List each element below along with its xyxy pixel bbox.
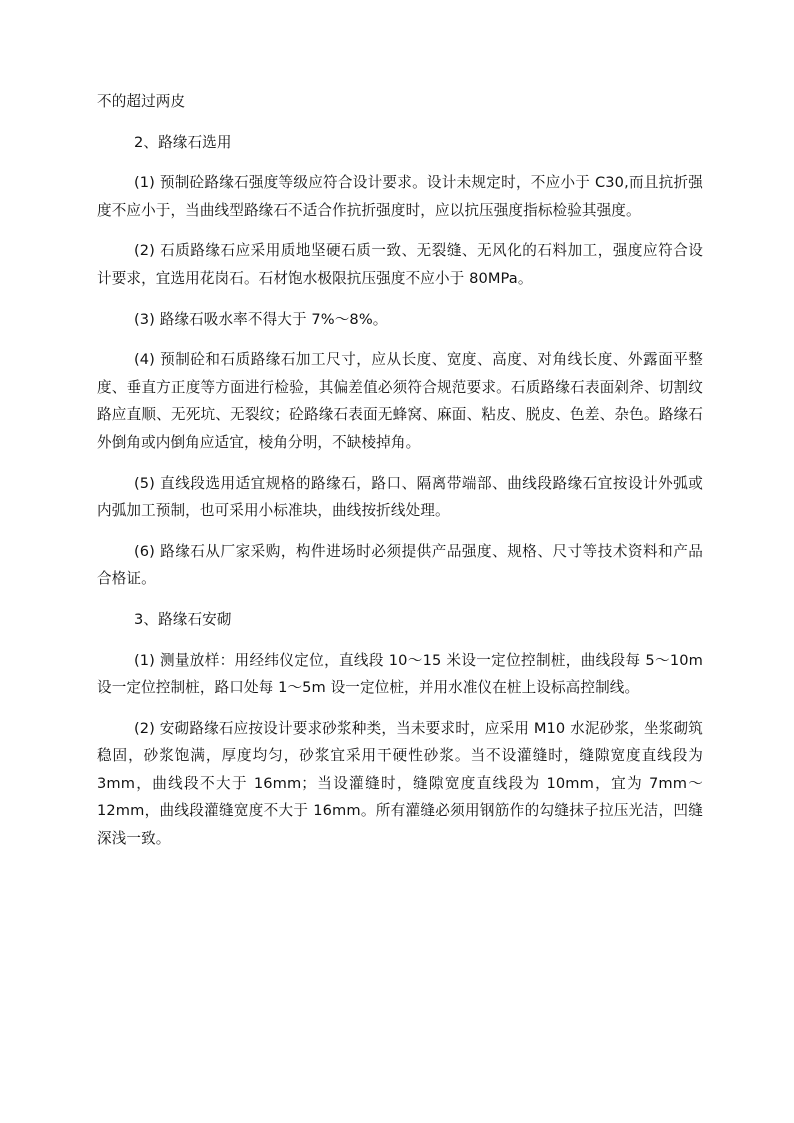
paragraph-dimension-inspection: (4) 预制砼和石质路缘石加工尺寸，应从长度、宽度、高度、对角线长度、外露面平整度、垂直方正度等方面进行检验，其偏差值必须符合规范要求。石质路缘石表面剁斧、切割纹路应直顺、无死坑、无裂纹；砼路缘石表面无蜂窝、麻面、粘皮、脱皮、色差、杂色。路缘石外倒角或内倒角应适宜，棱角分明，不缺棱掉角。 bbox=[97, 351, 703, 451]
paragraph-survey-layout: (1) 测量放样：用经纬仪定位，直线段 10～15 米设一定位控制桩，曲线段每 5～10m 设一定位控制桩，路口处每 1～5m 设一定位桩，并用水准仪在桩上设标高控制线。 bbox=[97, 651, 703, 697]
document-body bbox=[97, 88, 703, 853]
paragraph-precast-strength: (1) 预制砼路缘石强度等级应符合设计要求。设计未规定时，不应小于 C30,而且抗折强度不应小于，当曲线型路缘石不适合作抗折强度时，应以抗压强度指标检验其强度。 bbox=[97, 174, 703, 219]
continuation-line: 不的超过两皮 bbox=[97, 93, 186, 110]
paragraph-stone-quality: (2) 石质路缘石应采用质地坚硬石质一致、无裂缝、无风化的石料加工，强度应符合设计要求，宜选用花岗石。石材饱水极限抗压强度不应小于 80MPa。 bbox=[97, 242, 703, 287]
section-heading-curb-selection: 2、路缘石选用 bbox=[134, 133, 232, 151]
paragraph-mortar-installation: (2) 安砌路缘石应按设计要求砂浆种类，当未要求时，应采用 M10 水泥砂浆，坐浆砌筑稳固，砂浆饱满，厚度均匀，砂浆宜采用干硬性砂浆。当不设灌缝时，缝隙宽度直线段为 3mm，曲线段不大于 16mm；当设灌缝时，缝隙宽度直线段为 10mm，宜为 7mm～12mm，曲线段灌缝宽度不大于 16mm。所有灌缝必须用钢筋作的勾缝抹子拉压光洁，凹缝深浅一致。 bbox=[97, 719, 703, 848]
paragraph-straight-section-selection: (5) 直线段选用适宜规格的路缘石，路口、隔离带端部、曲线段路缘石宜按设计外弧或内弧加工预制，也可采用小标准块，曲线按折线处理。 bbox=[97, 474, 703, 520]
section-heading-curb-installation: 3、路缘石安砌 bbox=[134, 610, 232, 628]
paragraph-procurement: (6) 路缘石从厂家采购，构件进场时必须提供产品强度、规格、尺寸等技术资料和产品合格证。 bbox=[97, 542, 703, 588]
paragraph-water-absorption: (3) 路缘石吸水率不得大于 7%～8%。 bbox=[134, 310, 388, 328]
